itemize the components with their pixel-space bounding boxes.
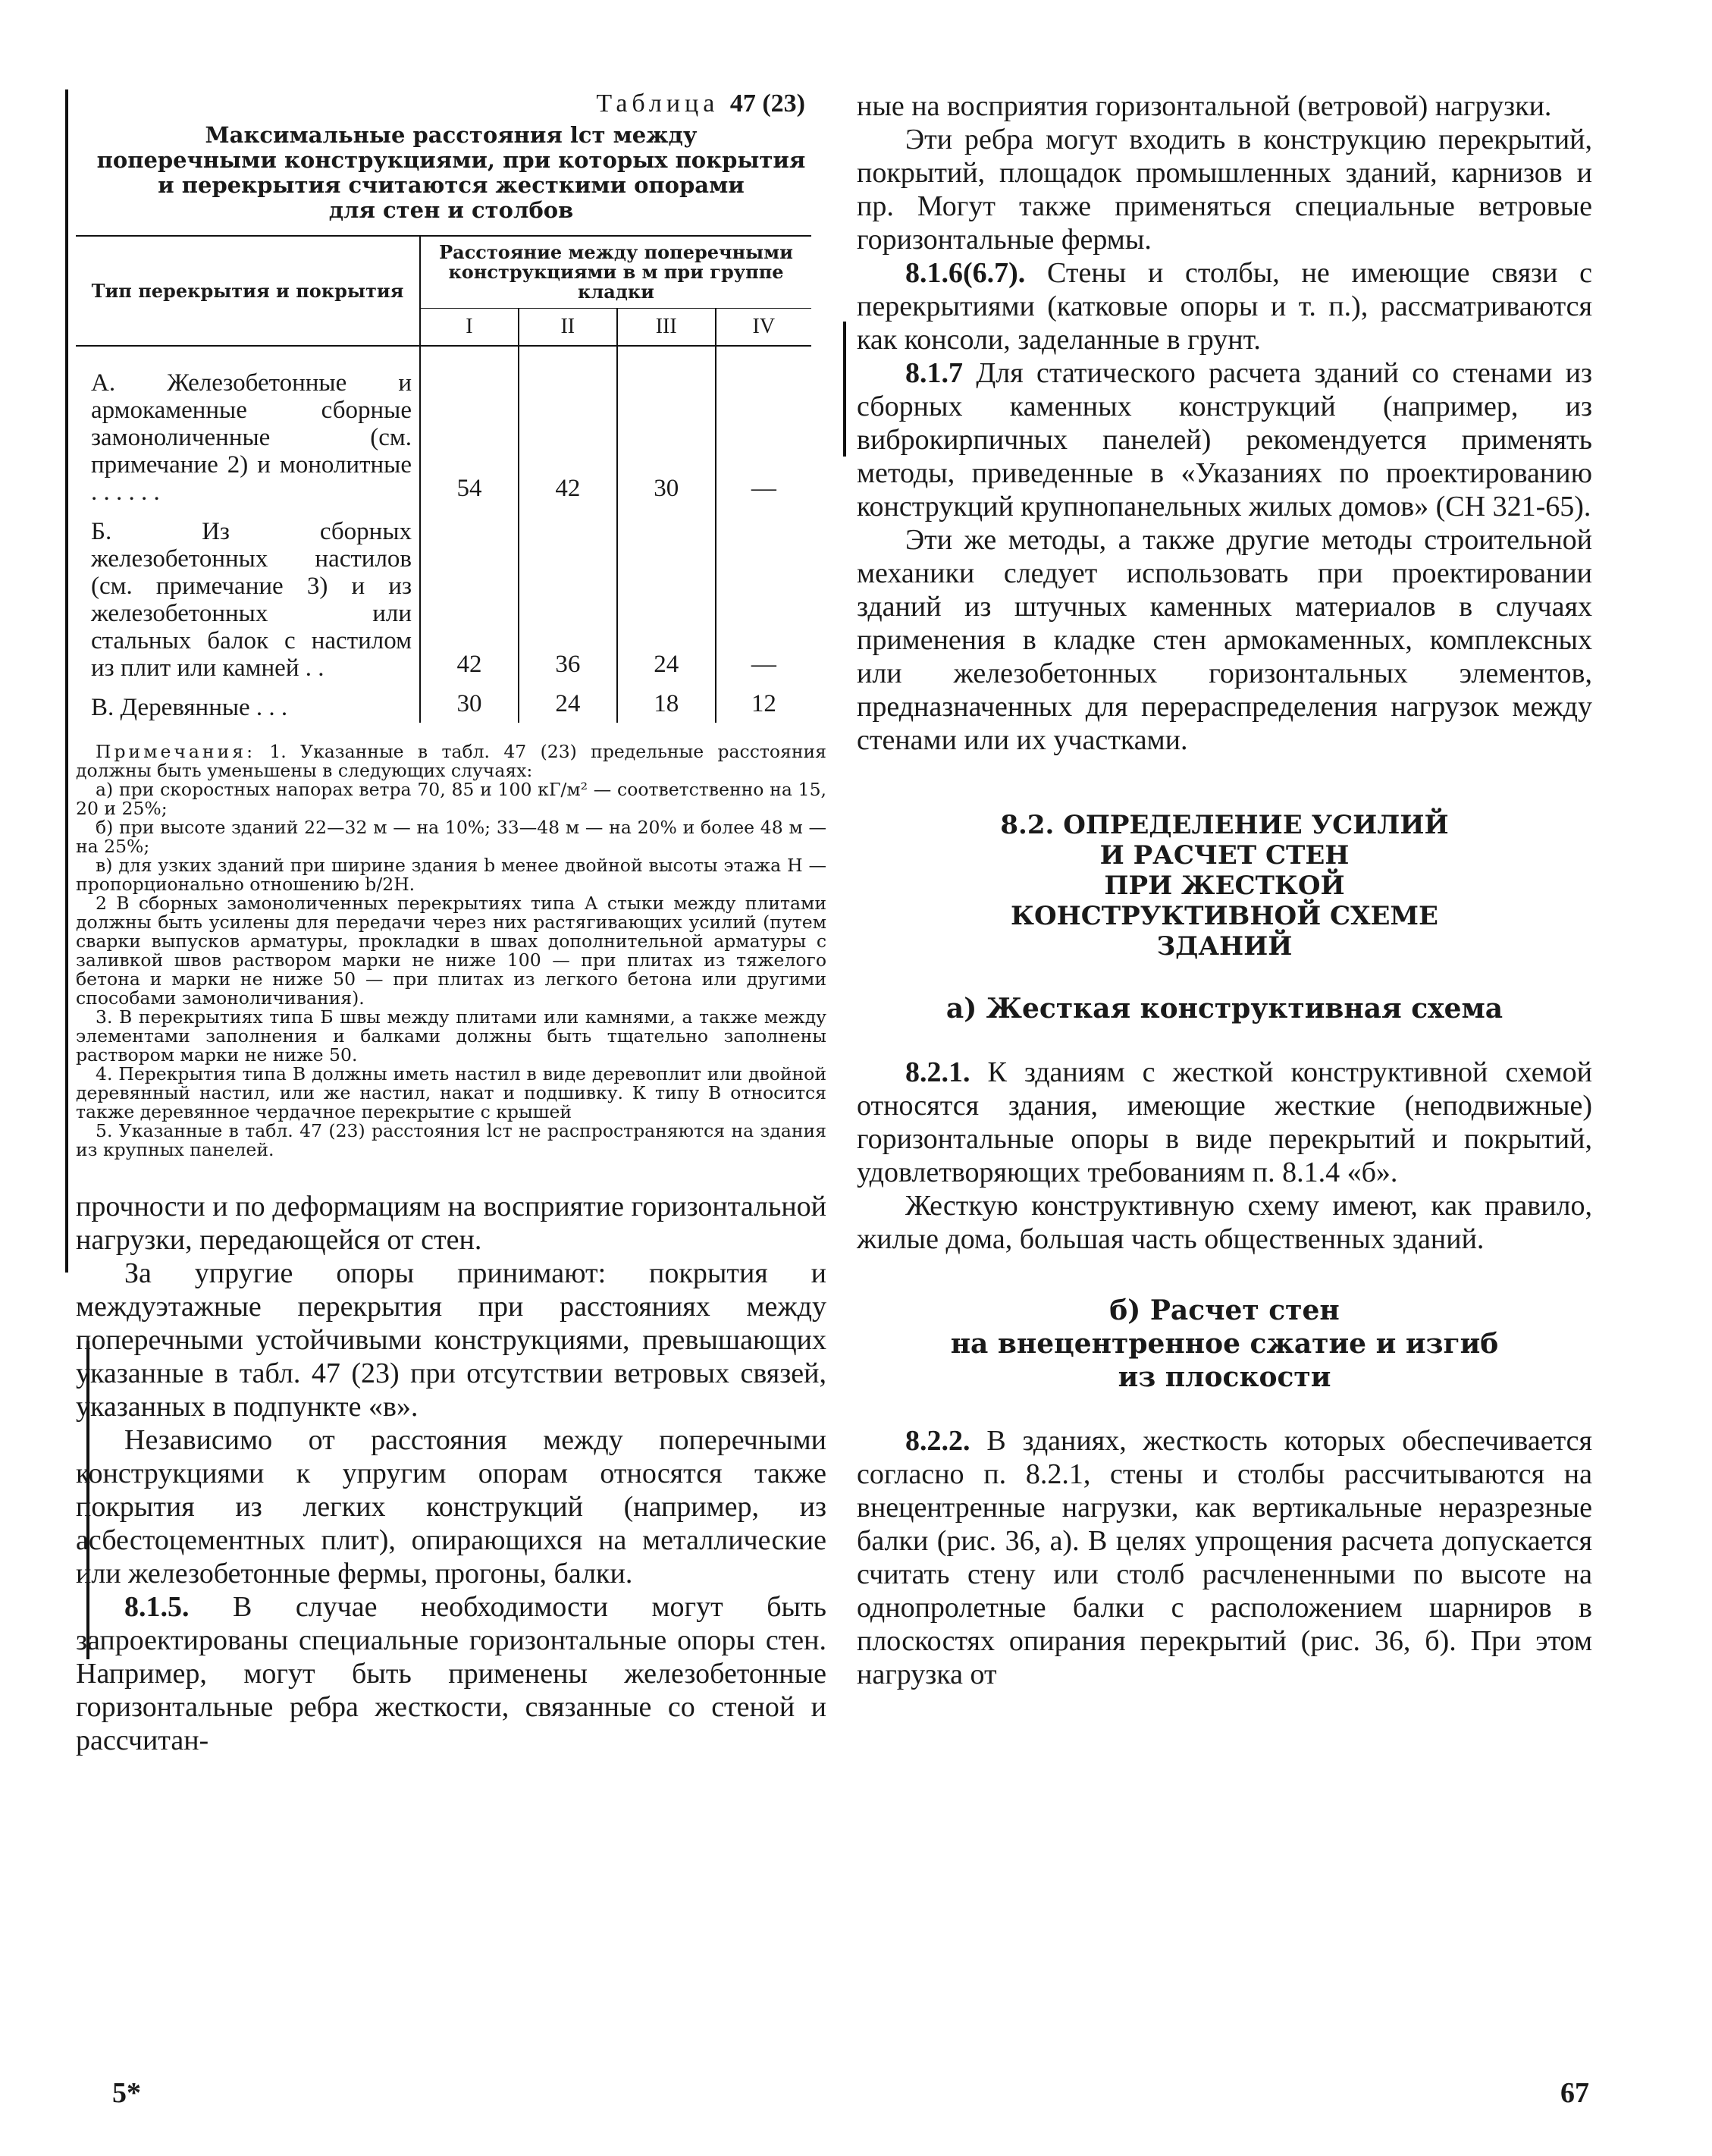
table-title-line: Максимальные расстояния lст между: [205, 122, 698, 148]
right-body-text: [857, 89, 1592, 757]
header-type: Тип перекрытия и покрытия: [76, 236, 420, 346]
paragraph-text: В случае необходимости могут быть запроектированы специальные горизонтальные опоры стен. Например, могут быть применены железобетонные горизонтальные ребра жесткости, связанные со стеной и рассчитан-: [76, 1591, 826, 1756]
row-value: 18: [617, 683, 716, 723]
header-group: III: [617, 309, 716, 347]
paragraph: прочности и по деформациям на восприятие горизонтальной нагрузки, передающейся от стен.: [76, 1191, 826, 1256]
subsection-heading-a: а) Жесткая конструктивная схема: [945, 993, 1503, 1025]
row-value: 30: [420, 683, 519, 723]
right-body-text-3: [857, 1424, 1592, 1691]
paragraph-text: К зданиям с жесткой конструктивной схемой относятся здания, имеющие жесткие (неподвижные) горизонтальные опоры в виде перекрытий и покрытий, удовлетворяющих требованиям п. 8.1.4 «б».: [857, 1056, 1592, 1188]
section-heading-line: КОНСТРУКТИВНОЙ СХЕМЕ: [1011, 901, 1438, 931]
page-number: 67: [1560, 2077, 1589, 2109]
note: [76, 742, 826, 780]
section-heading-line: ПРИ ЖЕСТКОЙ: [1104, 871, 1345, 901]
right-column: [857, 89, 1592, 1691]
paragraph-text: Стены и столбы, не имеющие связи с перекрытиями (катковые опоры и т. п.), рассматриваются как консоли, заделанные в грунт.: [857, 257, 1592, 356]
section-heading-line: И РАСЧЕТ СТЕН: [1099, 840, 1350, 871]
note: в) для узких зданий при ширине здания b менее двойной высоты этажа H — пропорционально отношению b/2H.: [76, 855, 826, 895]
subsection-heading-line: из плоскости: [1118, 1361, 1331, 1393]
table-row: [76, 346, 811, 507]
margin-bar-table: [65, 89, 68, 1273]
header-group: IV: [716, 309, 811, 347]
section-heading-line: ЗДАНИЙ: [1156, 931, 1293, 962]
note: 3. В перекрытиях типа Б швы между плитами или камнями, а также между элементами заполнения и балками должны быть тщательно заполнены раствором марки не ниже 50.: [76, 1006, 826, 1065]
row-value: —: [716, 346, 811, 507]
clause-number: 8.1.5.: [124, 1591, 190, 1623]
row-value: 30: [617, 346, 716, 507]
header-group: II: [519, 309, 617, 347]
paragraph: [76, 1590, 826, 1757]
table-row: [76, 683, 811, 723]
paragraph-text: В зданиях, жесткость которых обеспечивается согласно п. 8.2.1, стены и столбы рассчитываются на внецентренные нагрузки, как вертикальные неразрезные балки (рис. 36, а). В целях упрощения расчета допускается считать стену или столб расчлененными по высоте на однопролетные балки с расположением шарниров в плоскостях опирания перекрытий (рис. 36, б). При этом нагрузка от: [857, 1425, 1592, 1690]
paragraph: Жесткую конструктивную схему имеют, как правило, жилые дома, большая часть общественных зданий.: [857, 1190, 1592, 1255]
header-distance: Расстояние между поперечными конструкциями в м при группе кладки: [420, 236, 811, 309]
table-caption-number: 47 (23): [729, 89, 805, 118]
subsection-heading-line: на внецентренное сжатие и изгиб: [950, 1328, 1499, 1360]
table-title: [76, 123, 826, 223]
clause-number: 8.2.1.: [905, 1056, 970, 1088]
note-text: 1. Указанные в табл. 47 (23) предельные расстояния должны быть уменьшены в следующих случаях:: [76, 741, 826, 781]
folio-left: 5*: [112, 2077, 141, 2109]
paragraph: Независимо от расстояния между поперечными конструкциями к упругим опорам относятся также покрытия из легких конструкций (например, из асбестоцементных плит), опирающихся на металлические или железобетонные фермы, прогоны, балки.: [76, 1424, 826, 1590]
table-row: [76, 507, 811, 683]
note: б) при высоте зданий 22—32 м — на 10%; 33—48 м — на 20% и более 48 м — на 25%;: [76, 817, 826, 857]
clause-number: 8.2.2.: [905, 1425, 970, 1457]
margin-bar-right-text: [843, 322, 846, 457]
table-title-line: для стен и столбов: [328, 197, 574, 223]
table-title-line: и перекрытия считаются жесткими опорами: [158, 172, 745, 198]
section-heading-line: 8.2. ОПРЕДЕЛЕНИЕ УСИЛИЙ: [1000, 810, 1449, 840]
paragraph: [857, 1056, 1592, 1189]
distance-table: [76, 235, 811, 723]
table-caption: [76, 89, 805, 118]
note: 2 В сборных замоноличенных перекрытиях типа А стыки между плитами должны быть усилены для передачи через них растягивающих усилий (путем сварки выпусков арматуры, прокладки в швах дополнительной арматуры с заливкой швов раствором марки не ниже 100 — при плитах из тяжелого бетона и марки не ниже 50 — при плитах из легкого бетона или другими способами замоноличивания).: [76, 893, 826, 1009]
table-title-line: поперечными конструкциями, при которых покрытия: [96, 147, 806, 173]
note: а) при скоростных напорах ветра 70, 85 и 100 кГ/м² — соответственно на 15, 20 и 25%;: [76, 779, 826, 819]
row-value: 24: [617, 507, 716, 683]
row-value: —: [716, 507, 811, 683]
row-value: 36: [519, 507, 617, 683]
right-body-text-2: [857, 1056, 1592, 1256]
row-type: Б. Из сборных железобетонных настилов (см. примечание 3) и из железобетонных или стальных балок с настилом из плит или камней . .: [91, 518, 412, 682]
note: 5. Указанные в табл. 47 (23) расстояния lст не распространяются на здания из крупных панелей.: [76, 1120, 826, 1160]
row-value: 12: [716, 683, 811, 723]
row-value: 54: [420, 346, 519, 507]
row-value: 42: [519, 346, 617, 507]
header-group: I: [420, 309, 519, 347]
subsection-heading-b: [857, 1294, 1592, 1394]
paragraph: [857, 256, 1592, 356]
row-value: 42: [420, 507, 519, 683]
paragraph: Эти же методы, а также другие методы строительной механики следует использовать при проектировании зданий из штучных каменных материалов в случаях применения в кладке стен армокаменных, комплексных или железобетонных горизонтальных элементов, предназначенных для перераспределения нагрузок между стенами или их участками.: [857, 524, 1592, 756]
left-column: [76, 89, 826, 1757]
notes-label: Примечания:: [96, 741, 256, 762]
row-type: А. Железобетонные и армокаменные сборные замоноличенные (см. примечание 2) и монолитные . . . . . .: [91, 369, 412, 506]
paragraph: ные на восприятия горизонтальной (ветровой) нагрузки.: [857, 90, 1552, 122]
left-body-text: [76, 1190, 826, 1757]
row-type: В. Деревянные . . .: [91, 694, 288, 721]
clause-number: 8.1.7: [905, 357, 963, 389]
paragraph-text: Для статического расчета зданий со стенами из сборных каменных конструкций (например, из виброкирпичных панелей) рекомендуется применять методы, приведенные в «Указаниях по проектированию конструкций крупнопанельных жилых домов» (СН 321-65).: [857, 357, 1592, 523]
table-caption-word: Таблица: [596, 89, 720, 118]
paragraph: [857, 1424, 1592, 1691]
paragraph: За упругие опоры принимают: покрытия и междуэтажные перекрытия при расстояниях между поперечными устойчивыми конструкциями, превышающих указанные в табл. 47 (23) при отсутствии ветровых связей, указанных в подпункте «в».: [76, 1257, 826, 1423]
paragraph: [857, 356, 1592, 523]
row-value: 24: [519, 683, 617, 723]
section-heading: [857, 810, 1592, 962]
paragraph: Эти ребра могут входить в конструкцию перекрытий, покрытий, площадок промышленных зданий, карнизов и пр. Могут также применяться специальные ветровые горизонтальные фермы.: [857, 124, 1592, 256]
subsection-heading-line: б) Расчет стен: [1109, 1295, 1340, 1326]
clause-number: 8.1.6(6.7).: [905, 257, 1026, 289]
table-notes: [76, 742, 826, 1160]
note: 4. Перекрытия типа В должны иметь настил в виде деревоплит или двойной деревянный настил, или же настил, накат и подшивку. К типу В относится также деревянное чердачное перекрытие с крышей: [76, 1063, 826, 1122]
